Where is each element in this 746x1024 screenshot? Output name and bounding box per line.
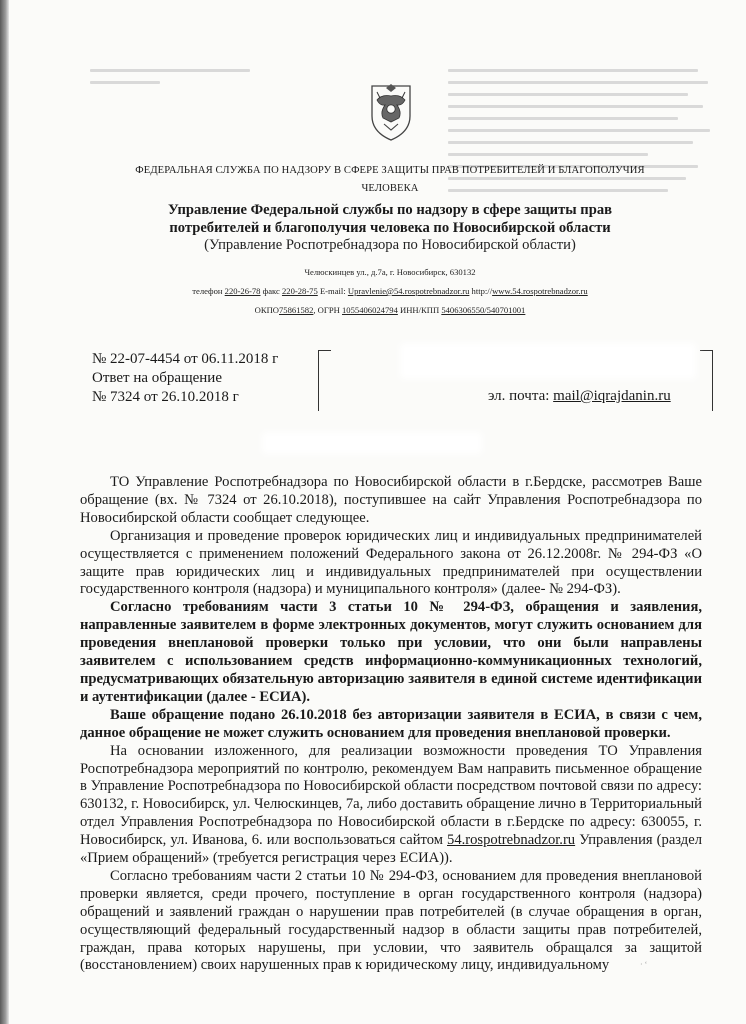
bleed-through-right bbox=[448, 60, 718, 201]
recipient-email-line bbox=[488, 388, 671, 405]
paragraph-inspections: Организация и проведение проверок юридических лиц и индивидуальных предпринимателей осуществляется с применением положений Федерального закона от 26.12.2008г. № 294-ФЗ «О защите прав юридических лиц и индивидуальных предпринимателей при осуществлении государственного контроля (надзора) и муниципального контроля» (далее- № 294-ФЗ). bbox=[80, 527, 702, 598]
paragraph-recommendation bbox=[80, 743, 702, 868]
ogrn-value: 1055406024794 bbox=[342, 305, 398, 315]
agency-name-line1: ФЕДЕРАЛЬНАЯ СЛУЖБА ПО НАДЗОРУ В СФЕРЕ ЗАЩИТЫ ПРАВ ПОТРЕБИТЕЛЕЙ И БЛАГОПОЛУЧИЯ bbox=[135, 165, 645, 176]
fax-label: факс bbox=[262, 286, 280, 296]
okpo-label: ОКПО bbox=[254, 305, 279, 315]
recipient-bracket-left bbox=[318, 350, 331, 411]
coat-of-arms-icon bbox=[368, 78, 414, 142]
paragraph-part2-requirement: Согласно требованиям части 2 статьи 10 № 294-ФЗ, основанием для проведения внеплановой проверки является, среди прочего, поступление в орган государственного контроля (надзора) обращений и заявлений граждан о нарушении прав потребителей (в случае обращения в орган, осуществляющий федеральный государственный надзор в области защиты прав потребителей, граждан, права которых нарушены, при условии, что заявитель обращался за защитой (восстановлением) своих нарушенных прав к юридическому лицу, индивидуальному bbox=[80, 867, 702, 974]
bleed-through-left bbox=[90, 60, 340, 93]
department-title-line2: потребителей и благополучия человека по Новосибирской области bbox=[169, 220, 611, 236]
email-label: E-mail: bbox=[319, 286, 346, 296]
agency-name-line2: ЧЕЛОВЕКА bbox=[361, 183, 419, 194]
phone-number: 220-26-78 bbox=[224, 286, 261, 296]
contact-line bbox=[100, 286, 680, 296]
department-title-line1: Управление Федеральной службы по надзору в сфере защиты прав bbox=[167, 202, 613, 218]
reply-caption: Ответ на обращение bbox=[92, 370, 222, 386]
recipient-bracket-right bbox=[700, 350, 713, 411]
inn-label: ИНН/КПП bbox=[400, 305, 440, 315]
office-address: Челюскинцев ул., д.7а, г. Новосибирск, 630132 bbox=[304, 267, 476, 277]
redacted-greeting bbox=[262, 432, 482, 454]
recipient-email: mail@iqrajdanin.ru bbox=[553, 388, 671, 404]
redacted-recipient-name bbox=[400, 343, 696, 379]
ogrn-label: ОГРН bbox=[317, 305, 340, 315]
recipient-email-label: эл. почта: bbox=[488, 388, 550, 404]
recommendation-text: На основании изложенного, для реализации возможности проведения ТО Управления Роспотребнадзора мероприятий по контролю, рекомендуем Вам направить письменное обращение в Управление Роспотребнадзора по Новосибирской области посредством почтовой связи по адресу: 630132, г. Новосибирск, ул. Челюскинцев, 7а, либо доставить обращение лично в Территориальный отдел Управления Роспотребнадзора по Новосибирской области в г.Бердске по адресу: 630055, г. Новосибирск, ул. Иванова, 6. или воспользоваться сайтом bbox=[80, 742, 702, 849]
paragraph-intro: ТО Управление Роспотребнадзора по Новосибирской области в г.Бердске, рассмотрев Ваше обращение (вх. № 7324 от 26.10.2018), поступившее на сайт Управления Роспотребнадзора по Новосибирской области сообщает следующее. bbox=[80, 474, 702, 526]
paragraph-esia-requirement: Согласно требованиям части 3 статьи 10 № 294-ФЗ, обращения и заявления, направленные заявителем в форме электронных документов, могут служить основанием для проведения внеплановой проверки только при условии, что они были направлены заявителем с использованием средств информационно-коммуникационных технологий, предусматривающих обязательную авторизацию заявителя в единой системе идентификации и аутентификации (далее - ЕСИА). bbox=[80, 599, 702, 705]
recommendation-tail: Управления (раздел «Прием обращений» (требуется регистрация через ЕСИА)). bbox=[80, 832, 702, 867]
scan-shadow-edge bbox=[0, 0, 9, 1024]
inn-value: 5406306550/540701001 bbox=[441, 305, 526, 315]
letter-body bbox=[80, 474, 702, 975]
phone-label: телефон bbox=[192, 286, 223, 296]
registration-ids-line: ОКПО75861582, ОГРН 1055406024794 ИНН/КПП 5406306550/540701001 bbox=[254, 305, 526, 315]
okpo-value: 75861582 bbox=[279, 305, 314, 315]
fax-number: 220-28-75 bbox=[281, 286, 318, 296]
rospotrebnadzor-link: 54.rospotrebnadzor.ru bbox=[447, 832, 576, 849]
outgoing-number: № 22-07-4454 от 06.11.2018 г bbox=[92, 351, 279, 367]
department-subtitle: (Управление Роспотребнадзора по Новосибирской области) bbox=[204, 237, 576, 253]
incoming-number: № 7324 от 26.10.2018 г bbox=[92, 389, 239, 405]
agency-website: www.54.rospotrebnadzor.ru bbox=[492, 286, 588, 296]
agency-email: Upravlenie@54.rospotrebnadzor.ru bbox=[347, 286, 470, 296]
scan-specks: · ‘ bbox=[640, 960, 648, 969]
reference-block bbox=[92, 350, 278, 407]
http-label: http:// bbox=[471, 286, 493, 296]
paragraph-no-authorization: Ваше обращение подано 26.10.2018 без авторизации заявителя в ЕСИА, в связи с чем, данное обращение не может служить основанием для проведения внеплановой проверки. bbox=[80, 706, 702, 741]
